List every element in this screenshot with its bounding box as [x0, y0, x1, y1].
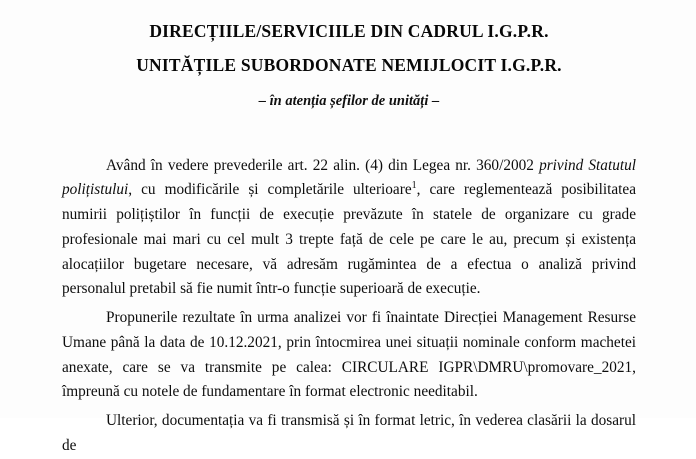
document-heading-block — [62, 18, 636, 110]
heading-line-1: DIRECȚIILE/SERVICIILE DIN CADRUL I.G.P.R. — [149, 21, 549, 41]
paragraph-1-footnote-marker: 1 — [411, 180, 417, 192]
paragraph-2-run-1: CIRCULARE IGPR\DMRU\promovare_2021 — [341, 358, 633, 376]
paragraph-1 — [62, 154, 636, 303]
paragraph-1-run-4: , care reglementează posibilitatea numirii polițiștilor în funcții de execuție prevăzute în statele de organizare cu grade profesionale mai mari cu cel mult 3 trepte față de cele pe care le au, precum și existența alocațiilor bugetare necesare, vă adresăm rugămintea de a efectua o analiză privind personalul pretabil să fie numit într-o funcție superioară de execuție. — [62, 181, 637, 298]
paragraph-3 — [62, 409, 636, 459]
heading-line-2: UNITĂȚILE SUBORDONATE NEMIJLOCIT I.G.P.R. — [136, 55, 562, 76]
document-body — [62, 154, 636, 459]
paragraph-1-run-1-italic: privind Statutul polițistului — [62, 156, 637, 199]
paragraph-2-run-0: Propunerile rezultate în urma analizei vor fi înaintate Direcției Management Resurse Umane până la data de 10.12.2021, prin întocmirea unei situații nominale conform machetei anexate, care se va transmite pe calea: — [62, 309, 636, 376]
paragraph-3-run-0: Ulterior, documentația va fi transmisă și în format letric, în vederea clasării la dosarul de — [62, 412, 636, 454]
document-subheading: – în atenția șefilor de unități – — [258, 92, 440, 109]
paragraph-2-run-2: , împreună cu notele de fundamentare în format electronic needitabil. — [62, 358, 636, 401]
paragraph-2 — [62, 306, 636, 405]
paragraph-1-run-2: , cu modificările și completările ulterioare — [128, 181, 412, 199]
paragraph-1-run-0: Având în vedere prevederile art. 22 alin. (4) din Legea nr. 360/2002 — [106, 156, 540, 174]
